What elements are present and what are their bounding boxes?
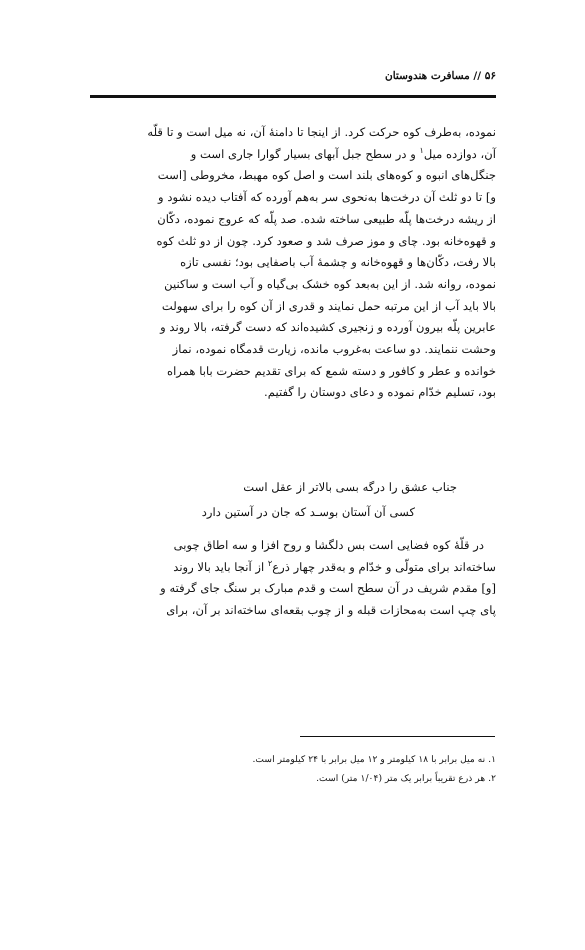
- second-paragraph: [90, 535, 496, 622]
- text-line: بالا باید آب از این مرتبه حمل نمایند و قدری از آن کوه را برای سهولت: [161, 298, 496, 313]
- text-fragment: در قلّهٔ کوه فضایی است بس دلگشا و روح افزا و سه اطاق چوبی: [173, 538, 484, 552]
- text-line: جنگل‌های انبوه و کوه‌های بلند است و اصل کوه مهبط، مخروطی [است: [157, 168, 496, 183]
- text-line: و قهوه‌خانه بود. چای و موز صرف شد و صعود کرد. چون از دو ثلث کوه: [156, 233, 496, 248]
- main-paragraph: [90, 122, 496, 404]
- header-rule: [90, 95, 496, 98]
- text-line: پای چپ است به‌محازات قبله و از چوب بقعه‌ای ساخته‌اند بر آن، برای: [166, 603, 496, 618]
- page-header: [90, 66, 496, 90]
- text-line: نموده، روانه شد. از این به‌بعد کوه خشک بی‌گیاه و آب است و ساکنین: [164, 276, 496, 291]
- running-head: ۵۶ // مسافرت هندوستان: [385, 70, 496, 82]
- text-line: [90, 535, 496, 557]
- text-line: از ریشه درخت‌ها پلّه طبیعی ساخته شده. صد پلّه که عروج نموده، دکّان: [157, 211, 496, 226]
- text-fragment: ساخته‌اند برای متولّی و خدّام و به‌قدر چهار ذرع: [272, 559, 496, 574]
- verse-line-2: کسی آن آستان بوسـد که جان در آستین دارد: [201, 505, 415, 519]
- text-fragment: از آنجا باید بالا روند: [173, 559, 265, 574]
- text-line: [90, 144, 496, 166]
- footnote-1: ۱. نه میل برابر با ۱۸ کیلومتر و ۱۲ میل برابر با ۲۴ کیلومتر است.: [252, 754, 496, 765]
- text-line: و] تا دو ثلث آن درخت‌ها به‌نحوی سر به‌هم آورده که آفتاب دیده نشود و: [158, 190, 496, 205]
- footnote-marker: ۱: [419, 145, 424, 155]
- text-line: نموده، به‌طرف کوه حرکت کرد. از اینجا تا دامنهٔ آن، نه میل است و تا قلّه: [147, 125, 496, 139]
- text-fragment: آن، دوازده میل: [423, 146, 496, 161]
- text-line: [90, 557, 496, 579]
- verse-line-1: جناب عشق را درگه بسی بالاتر از عقل است: [243, 480, 457, 494]
- text-line: وحشت ننمایند. دو ساعت به‌غروب مانده، زیارت قدمگاه نموده، نماز: [172, 342, 496, 357]
- footnote-rule: [300, 736, 495, 737]
- footnote-2: ۲. هر ذرع تقریباً برابر یک متر (۱/۰۴ متر) است.: [316, 773, 496, 784]
- footnote-marker: ۲: [267, 558, 273, 568]
- text-line: [و] مقدم شریف در آن سطح است و قدم مبارک بر سنگ جای گرفته و: [160, 581, 496, 596]
- text-fragment: و در سطح جبل آبهای بسیار گوارا جاری است و: [190, 146, 416, 161]
- footnotes: [90, 750, 496, 788]
- text-line: بالا رفت، دکّان‌ها و قهوه‌خانه و چشمهٔ آب باصفایی بود؛ نفسی تازه: [180, 255, 496, 270]
- text-line: خوانده و عطر و کافور و دسته شمع که برای تقدیم حضرت بابا همراه: [167, 363, 496, 378]
- text-line: عابرین پلّه بیرون آورده و زنجیری کشیده‌اند که دست گرفته، بالا روند و: [160, 320, 496, 335]
- text-line: بود، تسلیم خدّام نموده و دعای دوستان را گفتیم.: [264, 385, 496, 400]
